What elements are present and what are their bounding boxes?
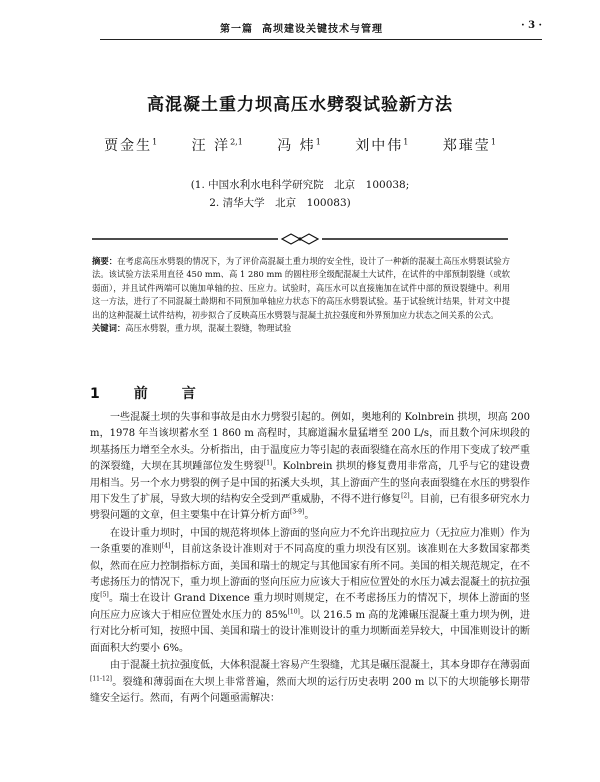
paragraph <box>90 658 530 707</box>
citation: [10] <box>287 608 300 616</box>
author-name: 贾金生 <box>104 138 153 154</box>
paragraph-text: 。Kolnbrein 拱坝的修复费用非常高，几乎与它的建设费用相当。另一个水力劈裂的例子是中国的拓溪大头坝，其上游面产生的竖向表面裂缝在水压的劈裂作用下发生了扩展，导致大坝的结构安全受到严重威胁，不得不进行修复 <box>90 461 531 506</box>
author <box>192 138 243 154</box>
author-list <box>0 135 600 155</box>
author-name: 郑璀莹 <box>442 138 491 154</box>
paragraph-text: 。 <box>304 510 315 522</box>
author-name: 刘中伟 <box>355 138 404 154</box>
author-affiliation-mark: 1 <box>315 137 321 147</box>
citation: [2] <box>401 492 410 500</box>
running-header-title <box>220 20 383 35</box>
paragraph-text: 由于混凝土抗拉强度低，大体积混凝土容易产生裂缝，尤其是碾压混凝土，其本身即存在薄弱面 <box>110 660 530 672</box>
abstract-label: 摘要： <box>92 256 118 266</box>
citation: [5] <box>100 592 109 600</box>
abstract-text <box>92 255 510 322</box>
author-affiliation-mark: 2,1 <box>230 137 243 147</box>
section-heading: 1 前 言 <box>90 386 206 402</box>
keywords-body: 高压水劈裂，重力坝，混凝土裂缝，物理试验 <box>125 323 292 334</box>
affiliation-line: (1. 中国水利水电科学研究院 北京 100038; <box>190 179 410 191</box>
header-section-title: 高坝建设关键技术与管理 <box>261 24 383 35</box>
citation: [11-12] <box>90 675 112 683</box>
paragraph-text: 一些混凝土坝的失事和事故是由水力劈裂引起的。例如，奥地利的 Kolnbrein 拱坝，坝高 200 m，1978 年当该坝蓄水至 1 860 m 高程时，其廊道漏水量猛增至 200 L/s，而且数个河床坝段的坝基扬压力增至全水头。分析指出，由于温度应力等引起的表面裂缝在高水压的作用下变成了较严重的深裂缝，大坝在其坝踵部位发生劈裂 <box>90 412 530 473</box>
affiliation-line: 2. 清华大学 北京 100083) <box>209 197 351 209</box>
author-affiliation-mark: 1 <box>403 137 409 147</box>
paragraph-text: 。目前，已有很多研究水力劈裂问题的文章，但主要集中在计算分析方面 <box>90 494 531 522</box>
paragraph-text: 在设计重力坝时，中国的规范将坝体上游面的竖向应力不允许出现拉应力（无拉应力准则）作为一条重要的准则 <box>90 527 530 556</box>
paragraph-text: 。瑞士在设计 Grand Dixence 重力坝时则规定，在不考虑扬压力的情况下，坝体上游面的竖向压应力应该大于相应位置处水压力的 85% <box>90 593 531 621</box>
page-number: · 3 · <box>521 20 542 31</box>
author <box>443 138 496 154</box>
paragraph <box>90 410 530 525</box>
author <box>277 138 321 154</box>
section-body <box>90 410 530 708</box>
paragraph-text: 。裂缝和薄弱面在大坝上非常普遍，然而大坝的运行历史表明 200 m 以下的大坝能够长期带缝安全运行。然而，有两个问题亟需解决： <box>90 676 530 704</box>
paragraph <box>90 526 530 657</box>
abstract <box>92 255 510 335</box>
author <box>104 138 157 154</box>
author-affiliation-mark: 1 <box>152 137 158 147</box>
citation: [3-9] <box>290 509 305 517</box>
affiliations <box>0 176 600 212</box>
keywords <box>92 322 510 335</box>
author-name: 汪 洋 <box>191 138 231 154</box>
author-name: 冯 炜 <box>277 138 316 154</box>
abstract-body: 在考虑高压水劈裂的情况下，为了评价高混凝土重力坝的安全性，设计了一种新的混凝土高压水劈裂试验方法。该试验方法采用直径 450 mm、高 1 280 mm 的圆柱形全级配混凝土大试件，在试件的中部预制裂缝（或软弱面），并且试件两端可以施加单轴的拉、压应力。试验时，高压水可以直接施加在试件中部的预设裂缝中。利用这一方法，进行了不同混凝土龄期和不同预加单轴应力状态下的高压水劈裂试验。基于试验统计结果，针对文中提出的这种混凝土试件结构，初步拟合了反映高压水劈裂与混凝土抗拉强度和外界预加应力状态之间关系的公式。 <box>92 256 510 320</box>
author <box>355 138 408 154</box>
paper-title: 高混凝土重力坝高压水劈裂试验新方法 <box>147 95 453 115</box>
ornamental-divider <box>92 233 508 245</box>
keywords-label: 关键词： <box>92 323 126 334</box>
running-header <box>100 20 542 40</box>
citation: [1] <box>263 459 273 467</box>
header-section: 第一篇 <box>220 24 253 35</box>
author-affiliation-mark: 1 <box>490 137 496 147</box>
paragraph-text: 。以 216.5 m 高的龙滩碾压混凝土重力坝为例，进行对比分析可知，按照中国、美国和瑞士的设计准则设计的重力坝断面差异较大，中国准则设计的断面面积大约要小 6%。 <box>90 609 531 654</box>
citation: [4] <box>161 542 171 550</box>
paragraph-text: ，目前这条设计准则对于不同高度的重力坝没有区别。该准则在大多数国家都类似，然而在应力控制指标方面，美国和瑞士的规定与其他国家有所不同。美国的相关规范规定，在不考虑扬压力的情况下，重力坝上游面的竖向压应力应该大于相应位置处的水压力减去混凝土的抗拉强度 <box>90 544 531 605</box>
